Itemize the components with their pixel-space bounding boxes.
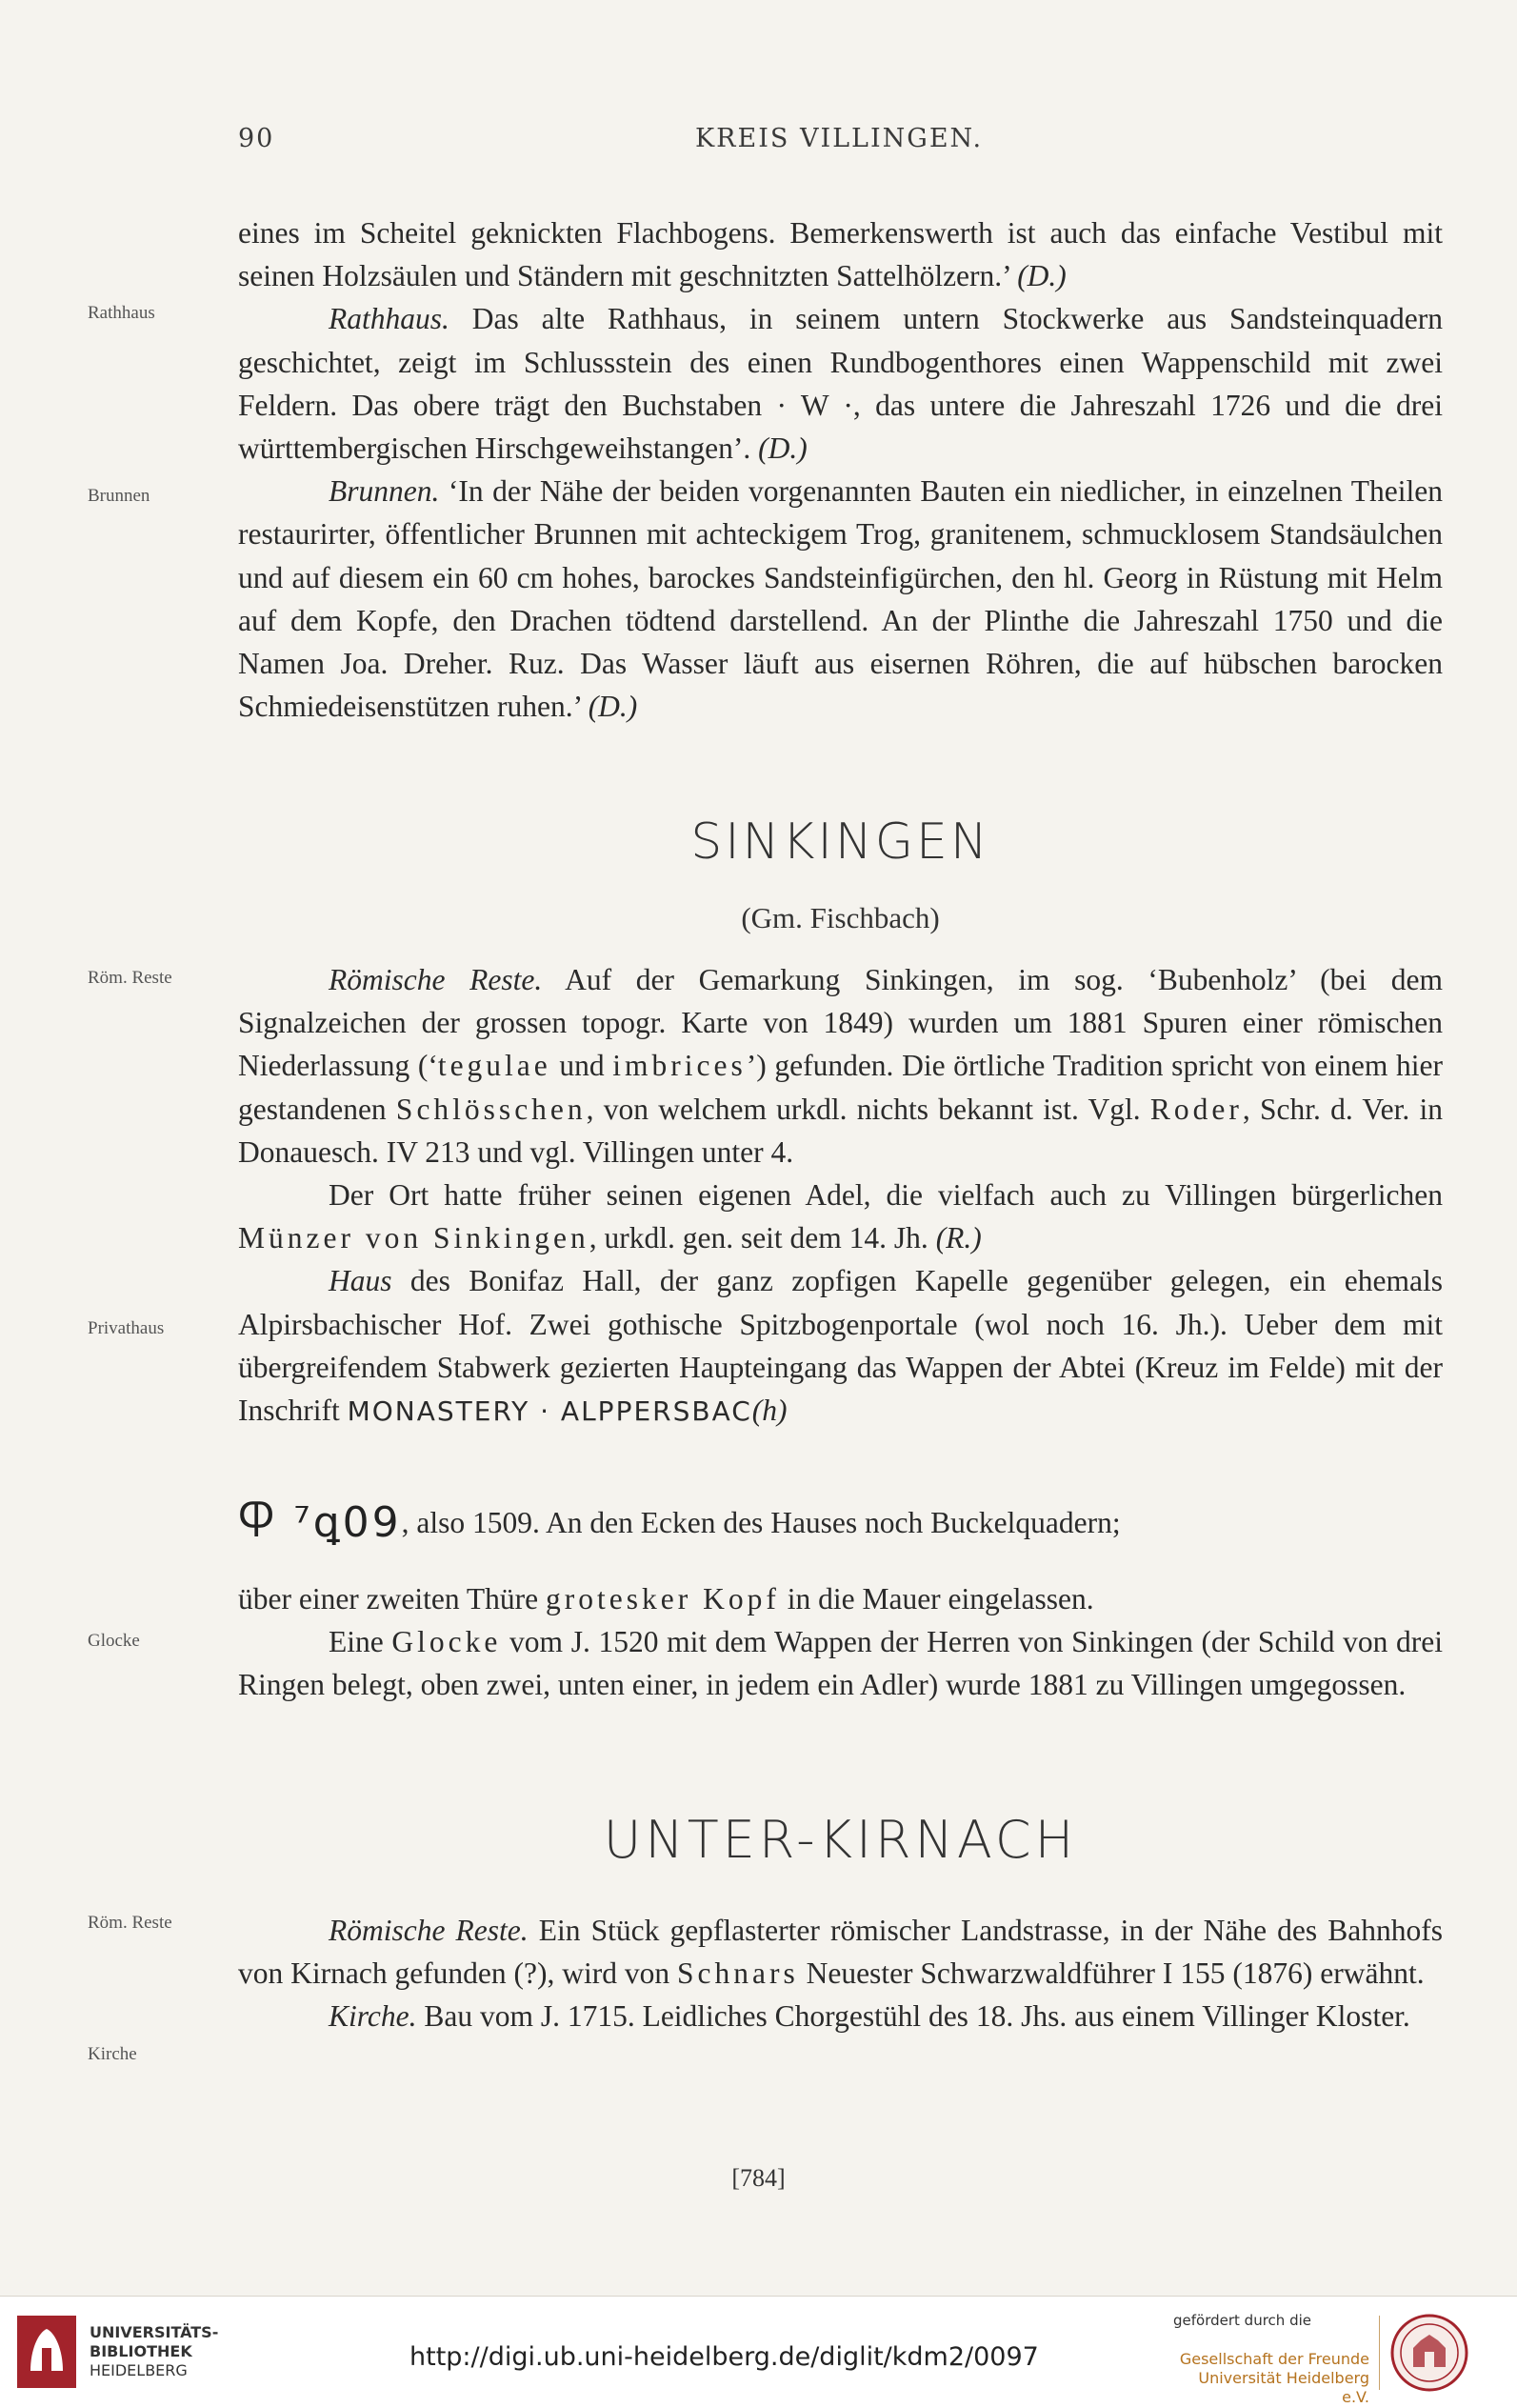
margin-note-rathhaus: Rathhaus (88, 303, 155, 323)
paragraph-rathhaus: Rathhaus. Das alte Rathhaus, in seinem untern Stockwerke aus Sandsteinquadern geschichtet, zeigt im Schlussstein des einen Rundbogenthores einen Wappenschild mit zwei Feldern. Das obere trägt den Buchstaben · W ·, das untere die Jahreszahl 1726 und die drei württembergischen Hirschgeweihstangen’. (D.) (238, 302, 1443, 466)
author-sigil: (D.) (758, 431, 808, 466)
university-library-logo-icon (17, 2316, 76, 2388)
inscription: MONASTERY · ALPPERSBAC (347, 1395, 752, 1428)
heading-kirche: Kirche. (329, 1999, 417, 2034)
heading-haus: Haus (329, 1264, 392, 1298)
text-block-top (238, 211, 1443, 728)
sponsor-name[interactable]: Gesellschaft der Freunde Universität Heidelberg e.V. (1179, 2350, 1369, 2406)
author-sigil: (D.) (1017, 259, 1067, 293)
text-block-sinkingen (238, 958, 1443, 1433)
paragraph-adel: Der Ort hatte früher seinen eigenen Adel, die vielfach auch zu Villingen bürgerlichen Münzer von Sinkingen, urkdl. gen. seit dem 14. Jh. (R.) (238, 1178, 1443, 1255)
text-block-unter-kirnach (238, 1909, 1443, 2038)
heading-roemische-reste-2: Römische Reste. (329, 1914, 529, 1947)
margin-note-kirche: Kirche (88, 2044, 137, 2064)
paragraph-kirche: Kirche. Bau vom J. 1715. Leidliches Chorgestühl des 18. Jhs. aus einem Villinger Kloster. (329, 1999, 1410, 2034)
paragraph-roemische-reste: Römische Reste. Auf der Gemarkung Sinkingen, im sog. ‘Bubenholz’ (bei dem Signalzeichen der grossen topogr. Karte von 1849) wurden um 1881 Spuren einer römischen Niederlassung (‘tegulae und imbrices’) gefunden. Die örtliche Tradition spricht von einem hier gestandenen Schlösschen, von welchem urkdl. nichts bekannt ist. Vgl. Roder, Schr. d. Ver. in Donauesch. IV 213 und vgl. Villingen unter 4. (238, 963, 1443, 1169)
paragraph-kopf: über einer zweiten Thüre grotesker Kopf in die Mauer eingelassen. (238, 1582, 1094, 1615)
heading-brunnen: Brunnen. (329, 474, 440, 509)
footer-divider (1379, 2316, 1380, 2390)
margin-note-privathaus: Privathaus (88, 1318, 165, 1338)
permalink-url[interactable]: http://digi.ub.uni-heidelberg.de/diglit/kdm2/0097 (409, 2342, 1039, 2372)
paragraph-glocke: Eine Glocke vom J. 1520 mit dem Wappen der Herren von Sinkingen (der Schild von drei Ringen belegt, oben zwei, unten einer, in jedem ein Adler) wurde 1881 zu Villingen umgegossen. (238, 1625, 1443, 1702)
university-seal-icon (1390, 2314, 1468, 2392)
paragraph-haus: Haus des Bonifaz Hall, der ganz zopfigen Kapelle gegenüber gelegen, ein ehemals Alpirsbachischer Hof. Zwei gothische Spitzbogenportale (wol noch 16. Jh.). Ueber dem mit übergreifendem Stabwerk gezierten Haupteingang das Wappen der Abtei (Kreuz im Felde) mit der Inschrift MONASTERY · ALPPERSBAC(h) (238, 1264, 1443, 1428)
section-subtitle-sinkingen: (Gm. Fischbach) (741, 901, 940, 934)
stonemason-mark-line: Ⴔ ⁷ꝗ09, also 1509. An den Ecken des Hauses noch Buckelquadern; (238, 1498, 1121, 1547)
running-title: KREIS VILLINGEN. (695, 124, 984, 153)
sponsor-intro: gefördert durch die (1173, 2312, 1311, 2329)
library-name: UNIVERSITÄTS- BIBLIOTHEK HEIDELBERG (90, 2323, 219, 2379)
stonemason-mark: Ⴔ ⁷ꝗ09 (238, 1498, 402, 1547)
section-title-sinkingen: SINKINGEN (690, 813, 990, 871)
author-sigil: (R.) (935, 1221, 982, 1255)
author-sigil: (D.) (588, 690, 638, 724)
paragraph-vestibul: eines im Scheitel geknickten Flachbogens. Bemerkenswerth ist auch das einfache Vestibul mit seinen Holzsäulen und Ständern mit geschnitzten Sattelhölzern.’ (D.) (238, 216, 1443, 293)
page-number: 90 (238, 124, 275, 153)
paragraph-brunnen: Brunnen. ‘In der Nähe der beiden vorgenannten Bauten ein niedlicher, in einzelnen Theilen restaurirter, öffentlicher Brunnen mit achteckigem Trog, granitenem, schmucklosem Standsäulchen und auf diesem ein 60 cm hohes, barockes Sandsteinfigürchen, den hl. Georg in Rüstung mit Helm auf dem Kopfe, den Drachen tödtend darstellend. An der Plinthe die Jahreszahl 1750 und die Namen Joa. Dreher. Ruz. Das Wasser läuft aus eisernen Röhren, die auf hübschen barocken Schmiedeisenstützen ruhen.’ (D.) (238, 474, 1443, 724)
margin-note-roem-reste-2: Röm. Reste (88, 1913, 172, 1933)
margin-note-glocke: Glocke (88, 1631, 140, 1651)
text-block-glocke (238, 1577, 1443, 1707)
paragraph-roemische-reste-2: Römische Reste. Ein Stück gepflasterter römischer Landstrasse, in der Nähe des Bahnhofs von Kirnach gefunden (?), wird von Schnars Neuester Schwarzwaldführer I 155 (1876) erwähnt. (238, 1914, 1443, 1991)
heading-rathhaus: Rathhaus. (329, 302, 449, 336)
viewer-footer (0, 2296, 1517, 2408)
section-title-unter-kirnach: UNTER-KIRNACH (603, 1810, 1078, 1870)
author-sigil: (h) (751, 1394, 788, 1428)
heading-roemische-reste: Römische Reste. (329, 963, 543, 996)
margin-note-roem-reste: Röm. Reste (88, 968, 172, 988)
folio-number: [784] (731, 2164, 786, 2192)
margin-note-brunnen: Brunnen (88, 486, 150, 506)
